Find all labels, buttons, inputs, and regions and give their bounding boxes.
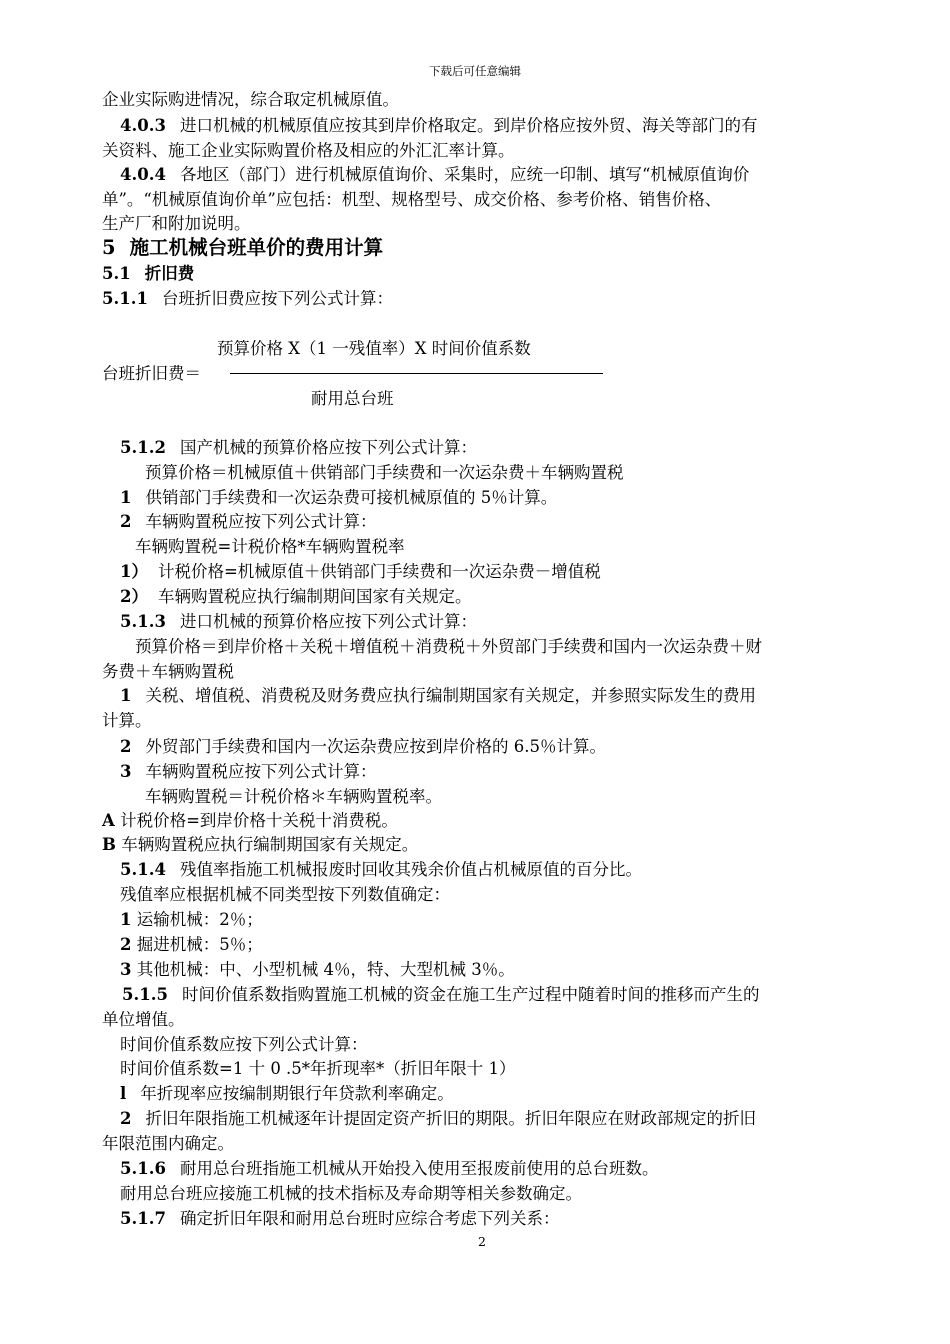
clause-number: 4.0.4 [120,165,166,184]
paragraph-line: 关资料、施工企业实际购置价格及相应的外汇汇率计算。 [102,141,515,160]
item-text: 关税、增值税、消费税及财务费应执行编制期国家有关规定，并参照实际发生的费用 [145,686,756,705]
page-number: 2 [478,1234,486,1249]
item-letter: B [102,835,116,854]
item-number: 2 [120,1109,132,1128]
item-text: 掘进机械：5％； [136,935,263,954]
item-number: 3 [120,762,132,781]
list-item [120,1083,454,1105]
list-item [120,561,601,583]
list-item [102,810,398,832]
formula-numerator: 预算价格 X（1 一残值率）X 时间价值系数 [217,339,531,358]
formula-lhs: 台班折旧费＝ [102,364,201,383]
clause-5-1-2 [120,437,477,459]
clause-number: 5.1.1 [102,289,148,308]
list-item [120,736,606,758]
clause-number: 5.1.3 [120,612,166,631]
item-text: 年折现率应按编制期银行年贷款利率确定。 [140,1084,454,1103]
item-number: 2 [120,737,132,756]
clause-4-0-3 [120,115,757,137]
item-text: 运输机械：2％； [136,910,263,929]
section-title: 折旧费 [144,264,195,283]
clause-text: 进口机械的机械原值应按其到岸价格取定。到岸价格应按外贸、海关等部门的有 [179,116,758,135]
formula-line: 车辆购置税＝计税价格＊车辆购置税率。 [145,787,442,806]
item-number: 1 [120,488,132,507]
clause-text: 各地区（部门）进行机械原值询价、采集时，应统一印制、填写“机械原值询价 [179,165,750,184]
item-text: 车辆购置税应按下列公式计算： [145,512,377,531]
formula-denominator: 耐用总台班 [311,389,394,408]
paragraph-line: 耐用总台班应接施工机械的技术指标及寿命期等相关参数确定。 [120,1184,582,1203]
clause-number: 4.0.3 [120,116,166,135]
item-text: 供销部门手续费和一次运杂费可接机械原值的 5％计算。 [145,488,558,507]
item-number: 1） [120,562,148,581]
clause-text: 确定折旧年限和耐用总台班时应综合考虑下列关系： [179,1209,560,1228]
clause-4-0-4 [120,164,749,186]
item-number: 3 [120,960,132,979]
list-item [120,511,376,533]
clause-text: 耐用总台班指施工机械从开始投入使用至报废前使用的总台班数。 [179,1159,659,1178]
paragraph-line: 单位增值。 [102,1010,185,1029]
section-heading-5-1 [102,263,194,285]
list-item [102,834,418,856]
section-heading-5 [102,237,383,259]
clause-5-1-1 [102,288,393,310]
clause-5-1-6 [120,1158,658,1180]
paragraph-line: 务费＋车辆购置税 [102,662,234,681]
list-item [120,909,263,931]
list-item [120,934,263,956]
item-text: 计税价格=机械原值＋供销部门手续费和一次运杂费－增值税 [157,562,601,581]
list-item [120,959,515,981]
formula-line: 预算价格＝机械原值＋供销部门手续费和一次运杂费＋车辆购置税 [145,463,624,482]
item-text: 其他机械：中、小型机械 4％，特、大型机械 3％。 [136,960,515,979]
item-number: l [120,1084,127,1103]
item-number: 2 [120,512,132,531]
paragraph-line: 生产厂和附加说明。 [102,214,251,233]
clause-text: 台班折旧费应按下列公式计算： [161,289,393,308]
clause-number: 5.1.2 [120,438,166,457]
clause-5-1-7 [120,1208,559,1230]
formula-line: 车辆购置税=计税价格*车辆购置税率 [135,537,405,556]
clause-text: 国产机械的预算价格应按下列公式计算： [179,438,477,457]
page-header: 下载后可任意编辑 [429,64,521,78]
fraction-bar [230,373,603,374]
item-text: 车辆购置税应执行编制期间国家有关规定。 [157,587,472,606]
item-text: 车辆购置税应按下列公式计算： [145,762,377,781]
paragraph-line: 计算。 [102,711,152,730]
clause-5-1-4 [120,859,642,881]
item-number: 1 [120,686,132,705]
item-text: 车辆购置税应执行编制期国家有关规定。 [121,835,419,854]
item-number: 2 [120,935,132,954]
item-text: 计税价格=到岸价格十关税十消费税。 [120,811,398,830]
paragraph-line: 企业实际购进情况，综合取定机械原值。 [102,90,399,109]
clause-number: 5.1.7 [120,1209,166,1228]
formula-line: 预算价格＝到岸价格＋关税＋增值税＋消费税＋外贸部门手续费和国内一次运杂费＋财 [135,637,762,656]
list-item [120,586,471,608]
list-item [120,1108,756,1130]
item-number: 2） [120,587,148,606]
formula-line: 时间价值系数=1 十 0 .5*年折现率*（折旧年限十 1） [120,1059,516,1078]
section-title: 施工机械台班单价的费用计算 [129,236,384,259]
clause-text: 进口机械的预算价格应按下列公式计算： [179,612,477,631]
paragraph-line: 时间价值系数应按下列公式计算： [120,1035,368,1054]
item-letter: A [102,811,115,830]
paragraph-line: 残值率应根据机械不同类型按下列数值确定： [120,885,450,904]
section-number: 5.1 [102,264,131,283]
list-item [120,487,557,509]
clause-number: 5.1.6 [120,1159,166,1178]
item-number: 1 [120,910,132,929]
clause-5-1-5 [122,984,759,1006]
clause-text: 残值率指施工机械报废时回收其残余价值占机械原值的百分比。 [179,860,642,879]
item-text: 外贸部门手续费和国内一次运杂费应按到岸价格的 6.5％计算。 [145,737,606,756]
clause-number: 5.1.4 [120,860,166,879]
list-item [120,685,756,707]
paragraph-line: 单”。“机械原值询价单”应包括：机型、规格型号、成交价格、参考价格、销售价格、 [102,190,722,209]
list-item [120,761,376,783]
clause-text: 时间价值系数指购置施工机械的资金在施工生产过程中随着时间的推移而产生的 [181,985,760,1004]
paragraph-line: 年限范围内确定。 [102,1134,234,1153]
item-text: 折旧年限指施工机械逐年计提固定资产折旧的期限。折旧年限应在财政部规定的折旧 [145,1109,756,1128]
section-number: 5 [102,236,116,259]
clause-5-1-3 [120,611,477,633]
clause-number: 5.1.5 [122,985,168,1004]
